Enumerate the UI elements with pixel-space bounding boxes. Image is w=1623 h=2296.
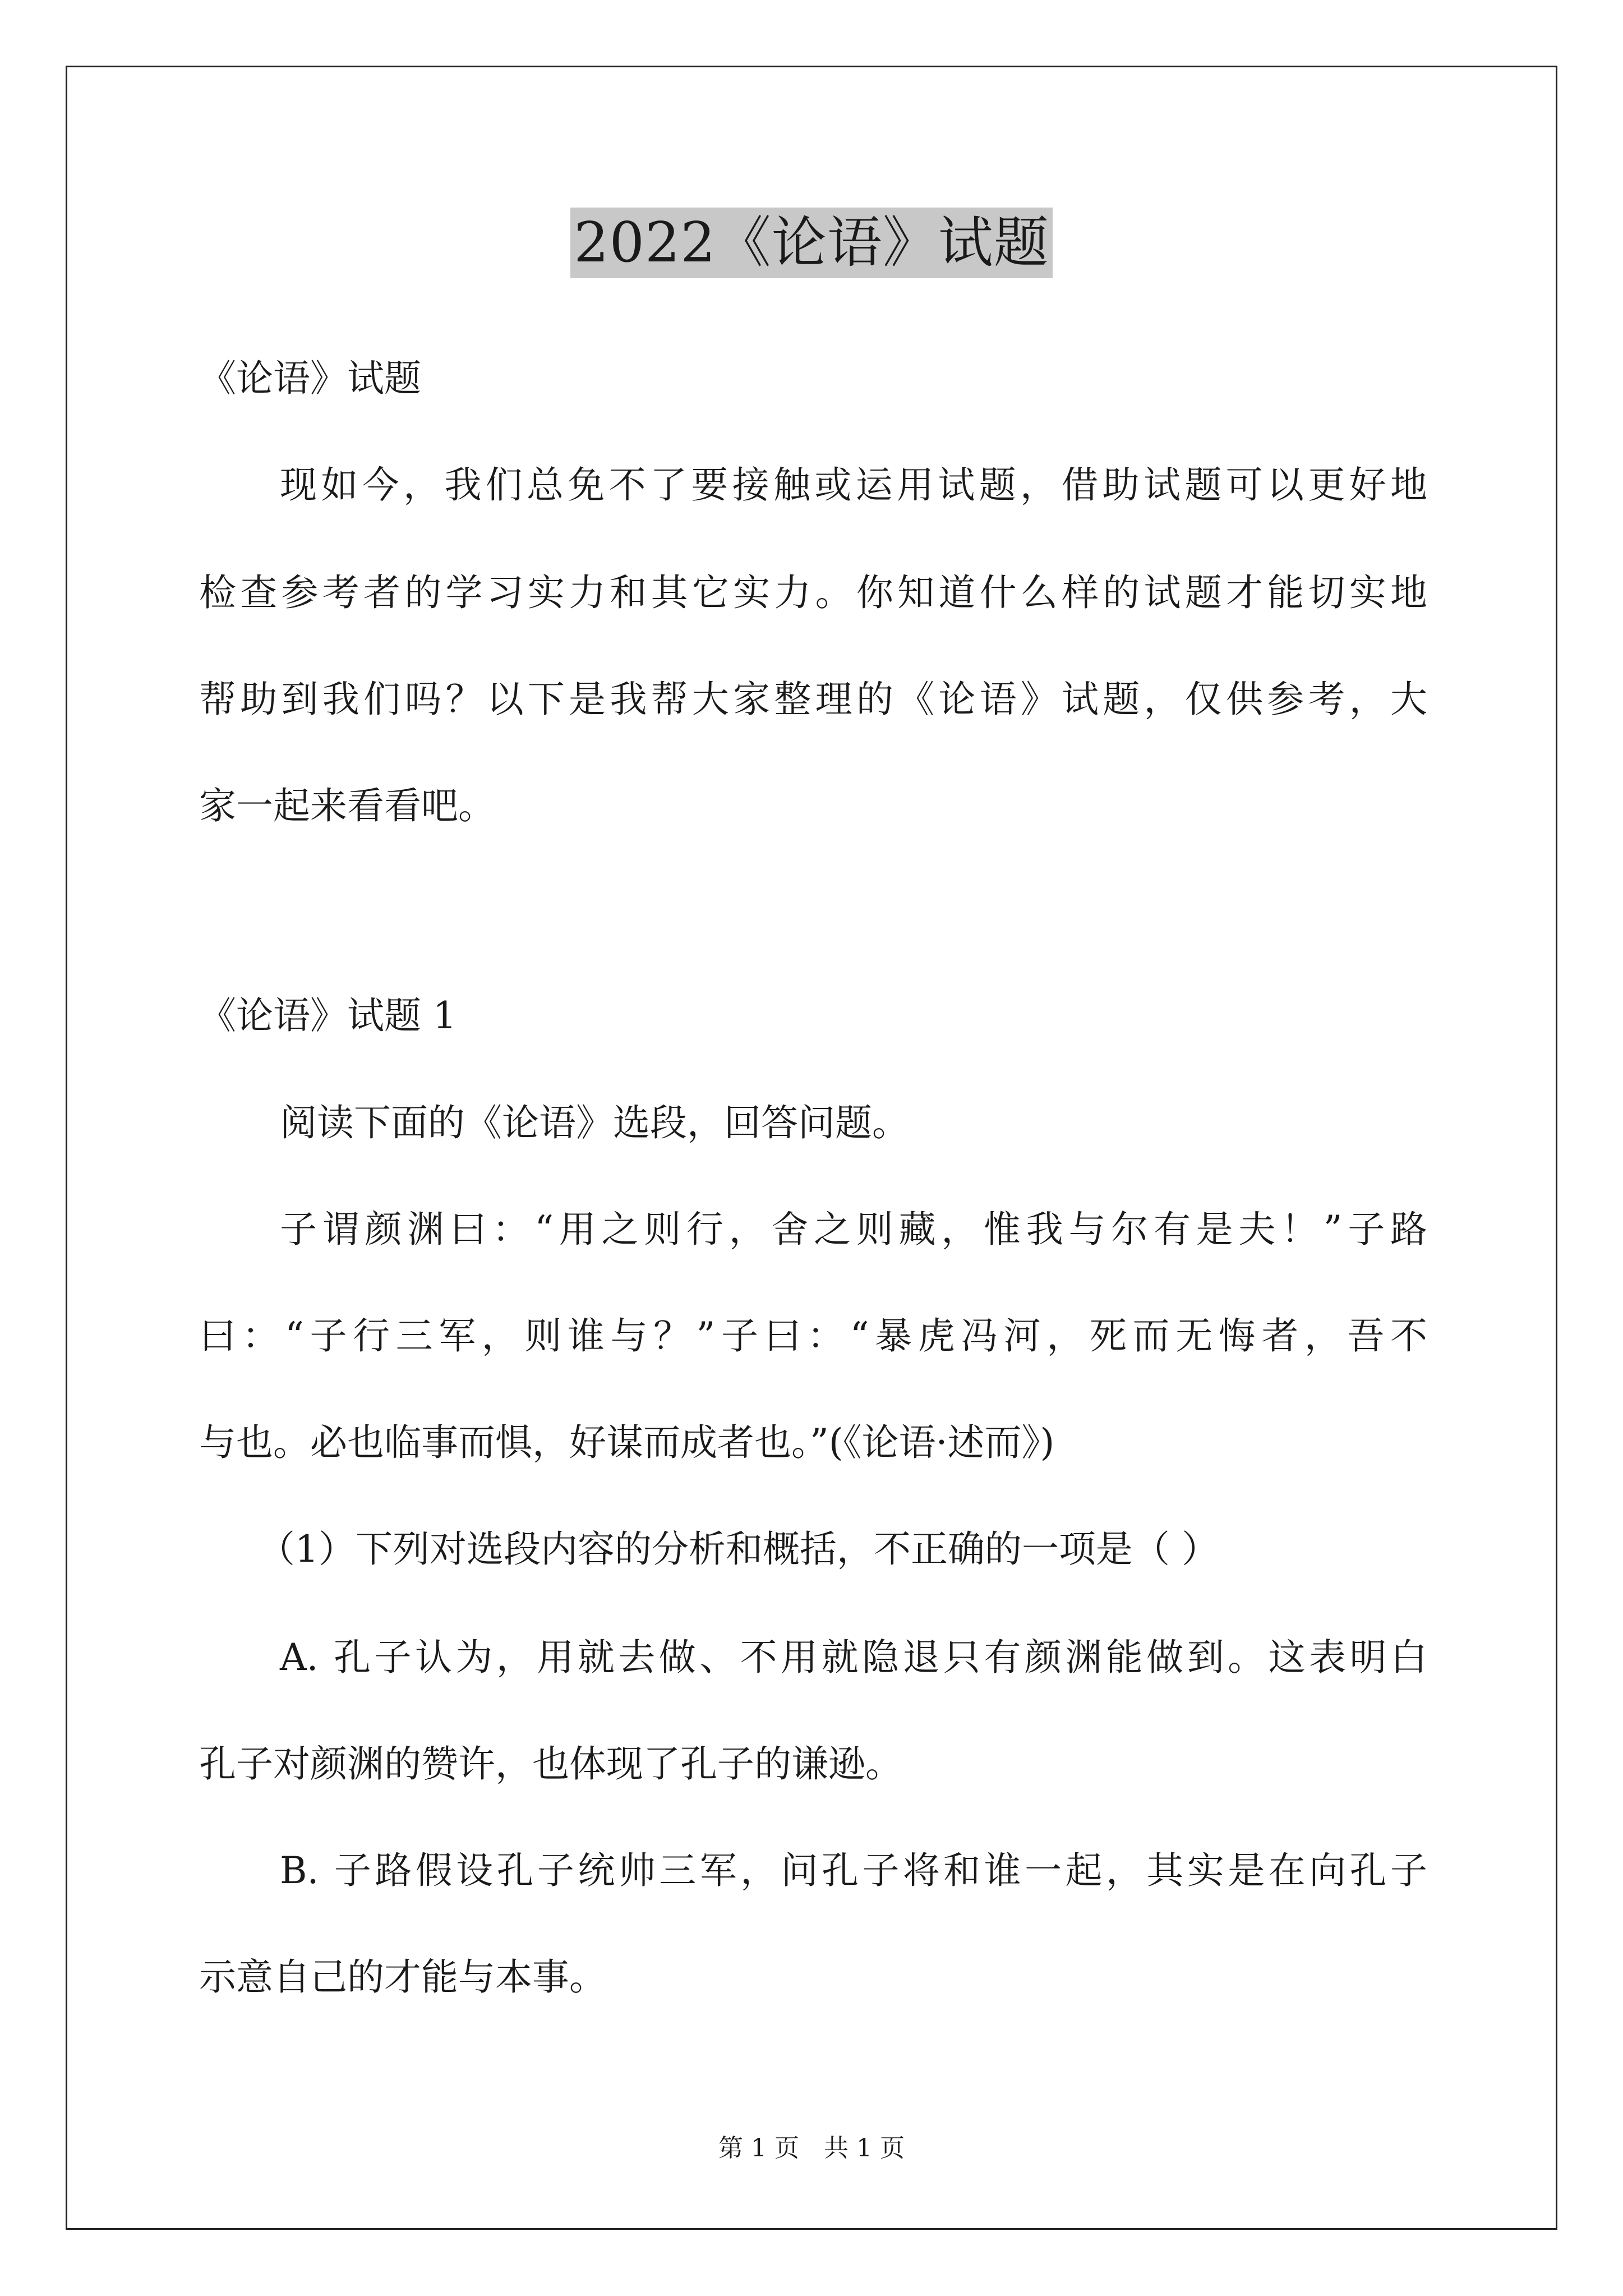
option-line: A. 孔子认为，用就去做、不用就隐退只有颜渊能做到。这表明白 — [280, 1636, 1427, 1679]
paragraph-line: 阅读下面的《论语》选段，回答问题。 — [280, 1101, 909, 1144]
page-number: 第 1 页 — [718, 2134, 799, 2162]
paragraph-line: 帮助到我们吗？以下是我帮大家整理的《论语》试题，仅供参考，大 — [199, 678, 1427, 721]
page-footer — [0, 2132, 1623, 2165]
paragraph-line: 家一起来看看吧。 — [199, 784, 495, 827]
paragraph-line: 曰：“子行三军，则谁与？”子曰：“暴虎冯河，死而无悔者，吾不 — [199, 1314, 1427, 1358]
question-line: （1）下列对选段内容的分析和概括，不正确的一项是（ ） — [258, 1527, 1219, 1571]
paragraph-line: 现如今，我们总免不了要接触或运用试题，借助试题可以更好地 — [280, 463, 1427, 507]
option-line: 孔子对颜渊的赞许，也体现了孔子的谦逊。 — [199, 1742, 902, 1786]
option-line: B. 子路假设孔子统帅三军，问孔子将和谁一起，其实是在向孔子 — [280, 1849, 1427, 1892]
title-container — [0, 208, 1623, 278]
option-line: 示意自己的才能与本事。 — [199, 1955, 606, 1999]
page-total: 共 1 页 — [824, 2134, 905, 2162]
paragraph-line: 与也。必也临事而惧，好谋而成者也。”(《论语·述而》) — [199, 1421, 1055, 1464]
section-heading: 《论语》试题 1 — [199, 994, 457, 1037]
section-heading: 《论语》试题 — [199, 357, 421, 400]
paragraph-line: 子谓颜渊曰：“用之则行，舍之则藏，惟我与尔有是夫！”子路 — [280, 1208, 1427, 1251]
paragraph-line: 检查参考者的学习实力和其它实力。你知道什么样的试题才能切实地 — [199, 571, 1427, 614]
document-title: 2022《论语》试题 — [570, 208, 1052, 278]
